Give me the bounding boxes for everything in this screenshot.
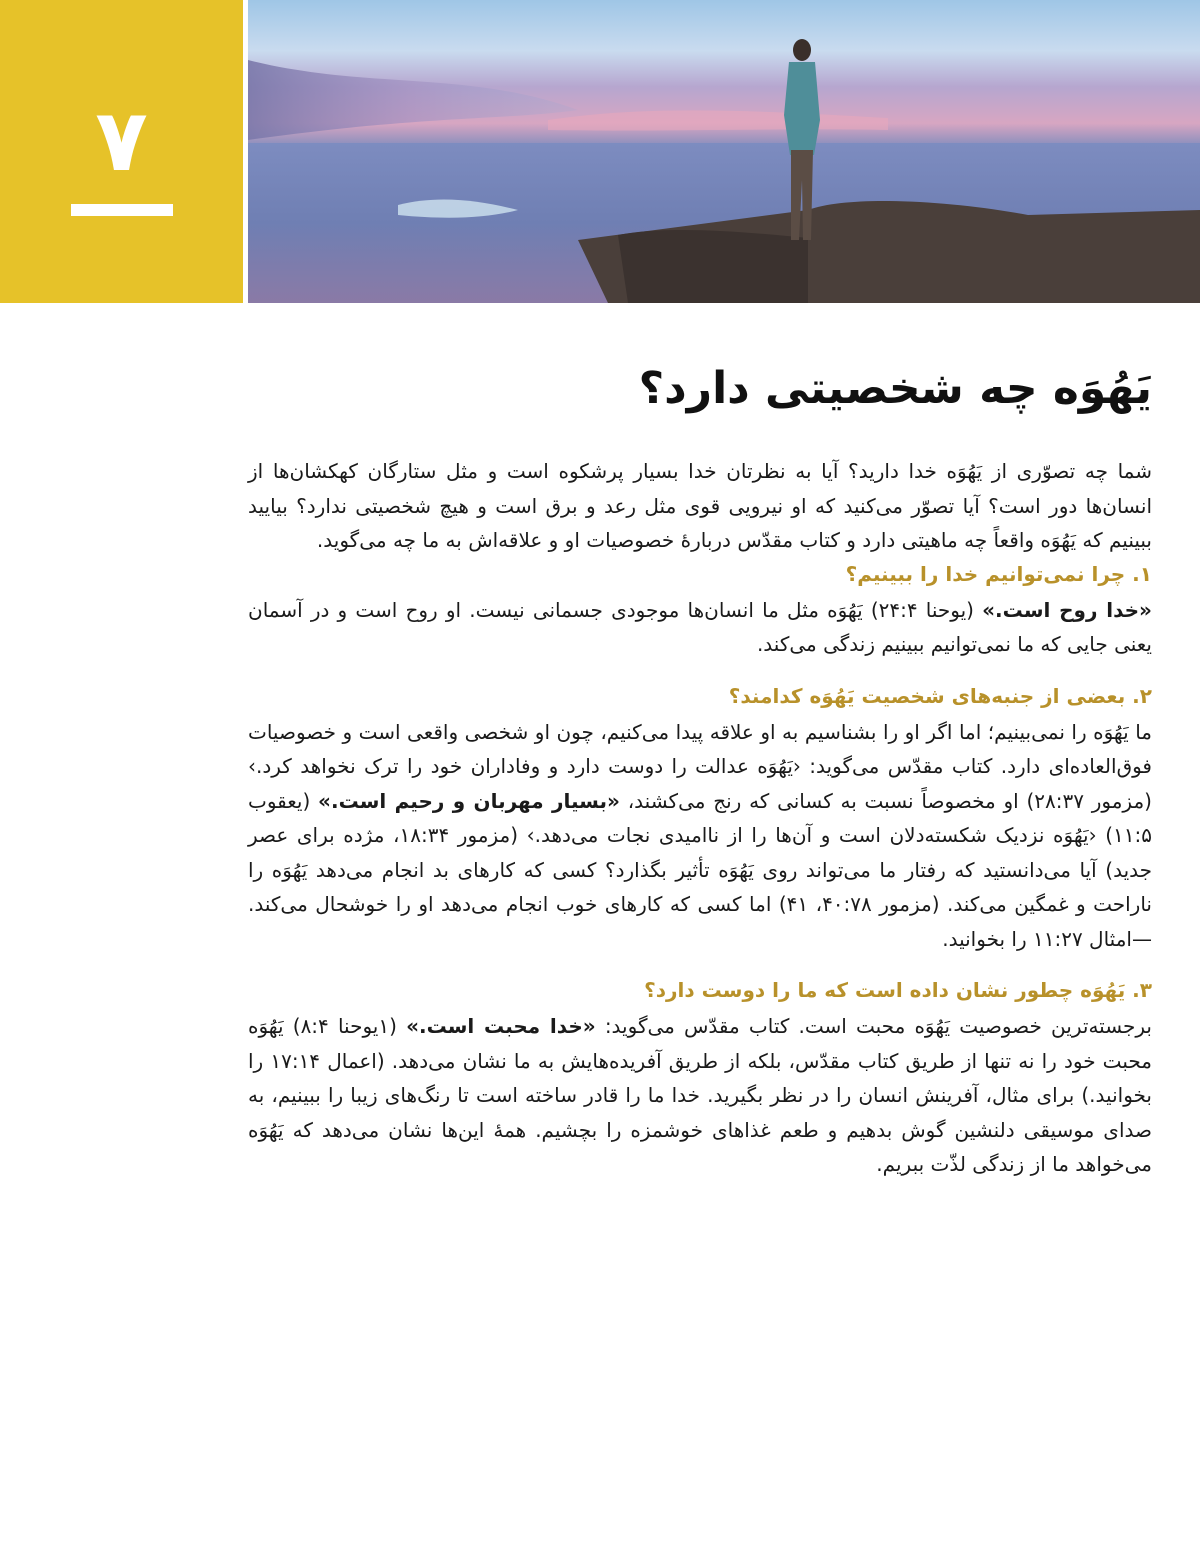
bold-quote: «خدا روح است.»: [982, 597, 1152, 622]
chapter-number: ۷: [95, 91, 148, 191]
answer-text: (۱یوحنا ۸:۴) یَهُوَه محبت خود را نه تنها از طریق کتاب مقدّس، بلکه از طریق آفریده‌هایش به ما نشان می‌دهد. (اعمال ۱۷:۱۴ را بخوانید.) برای مثال، آفرینش انسان را در نظر بگیرید. خدا ما را قادر ساخته است تا رنگ‌های زیبا را ببینیم، به صدای موسیقی دلنشین گوش بدهیم و طعم غذاهای خوشمزه را بچشیم. همهٔ این‌ها نشان می‌دهد که یَهُوَه می‌خواهد ما از زندگی لذّت ببریم.: [248, 1014, 1152, 1176]
question-section-1: [248, 558, 1152, 662]
question-section-3: [248, 974, 1152, 1182]
chapter-header: [0, 0, 1200, 303]
bold-quote: «خدا محبت است.»: [406, 1014, 596, 1038]
article-body: [248, 454, 1152, 1200]
answer-text: (یعقوب ۱۱:۵) ‹یَهُوَه نزدیک شکسته‌دلان است و آن‌ها را از ناامیدی نجات می‌دهد.› (مزمور ۱۸:۳۴، مژده برای عصر جدید) آیا می‌دانستید که رفتار ما می‌تواند روی یَهُوَه تأثیر بگذارد؟ کسی که کارهای بد انجام می‌دهد یَهُوَه را ناراحت و غمگین می‌کند. (مزمور ۴۰:۷۸، ۴۱) اما کسی که کارهای خوب انجام می‌دهد او را خوشحال می‌کند.—امثال ۱۱:۲۷ را بخوانید.: [248, 788, 1152, 951]
answer-text: ما یَهُوَه را نمی‌بینیم؛ اما اگر او را بشناسیم به او علاقه پیدا می‌کنیم، چون او شخصی واقعی است و خصوصیات فوق‌العاده‌ای دارد. کتاب مقدّس می‌گوید: ‹یَهُوَه عدالت را دوست دارد و وفاداران خود را ترک نخواهد کرد.› (مزمور ۲۸:۳۷) او مخصوصاً نسبت به کسانی که رنج می‌کشند،: [248, 719, 1152, 813]
intro-paragraph: شما چه تصوّری از یَهُوَه خدا دارید؟ آیا به نظرتان خدا بسیار پرشکوه است و مثل ستارگان کهکشان‌ها از انسان‌ها دور است؟ آیا تصوّر می‌کنید که او نیرویی قوی مثل رعد و برق است و هیچ شخصیتی ندارد؟ بیایید ببینیم که یَهُوَه واقعاً چه ماهیتی دارد و کتاب مقدّس دربارهٔ خصوصیات او و علاقه‌اش به ما چه می‌گوید.: [248, 459, 1152, 552]
question-section-2: [248, 680, 1152, 957]
bold-quote: «بسیار مهربان و رحیم است.»: [318, 788, 620, 813]
answer-paragraph: [248, 593, 1152, 662]
question-heading: ۳. یَهُوَه چطور نشان داده است که ما را دوست دارد؟: [644, 978, 1152, 1002]
chapter-underline: [71, 204, 173, 216]
chapter-number-box: [0, 0, 243, 303]
question-heading: ۱. چرا نمی‌توانیم خدا را ببینیم؟: [845, 561, 1152, 586]
answer-text: (یوحنا ۲۴:۴) یَهُوَه مثل ما انسان‌ها موجودی جسمانی نیست. او روح است و در آسمان یعنی جایی که ما نمی‌توانیم ببینیم زندگی می‌کند.: [248, 597, 1152, 656]
seascape-image: [248, 0, 1200, 303]
page-title: یَهُوَه چه شخصیتی دارد؟: [638, 363, 1152, 414]
answer-paragraph: [248, 1009, 1152, 1182]
question-heading: ۲. بعضی از جنبه‌های شخصیت یَهُوَه کدامند؟: [728, 683, 1152, 708]
header-photo: [248, 0, 1200, 303]
answer-text: برجسته‌ترین خصوصیت یَهُوَه محبت است. کتاب مقدّس می‌گوید:: [595, 1014, 1153, 1038]
answer-paragraph: [248, 715, 1152, 957]
